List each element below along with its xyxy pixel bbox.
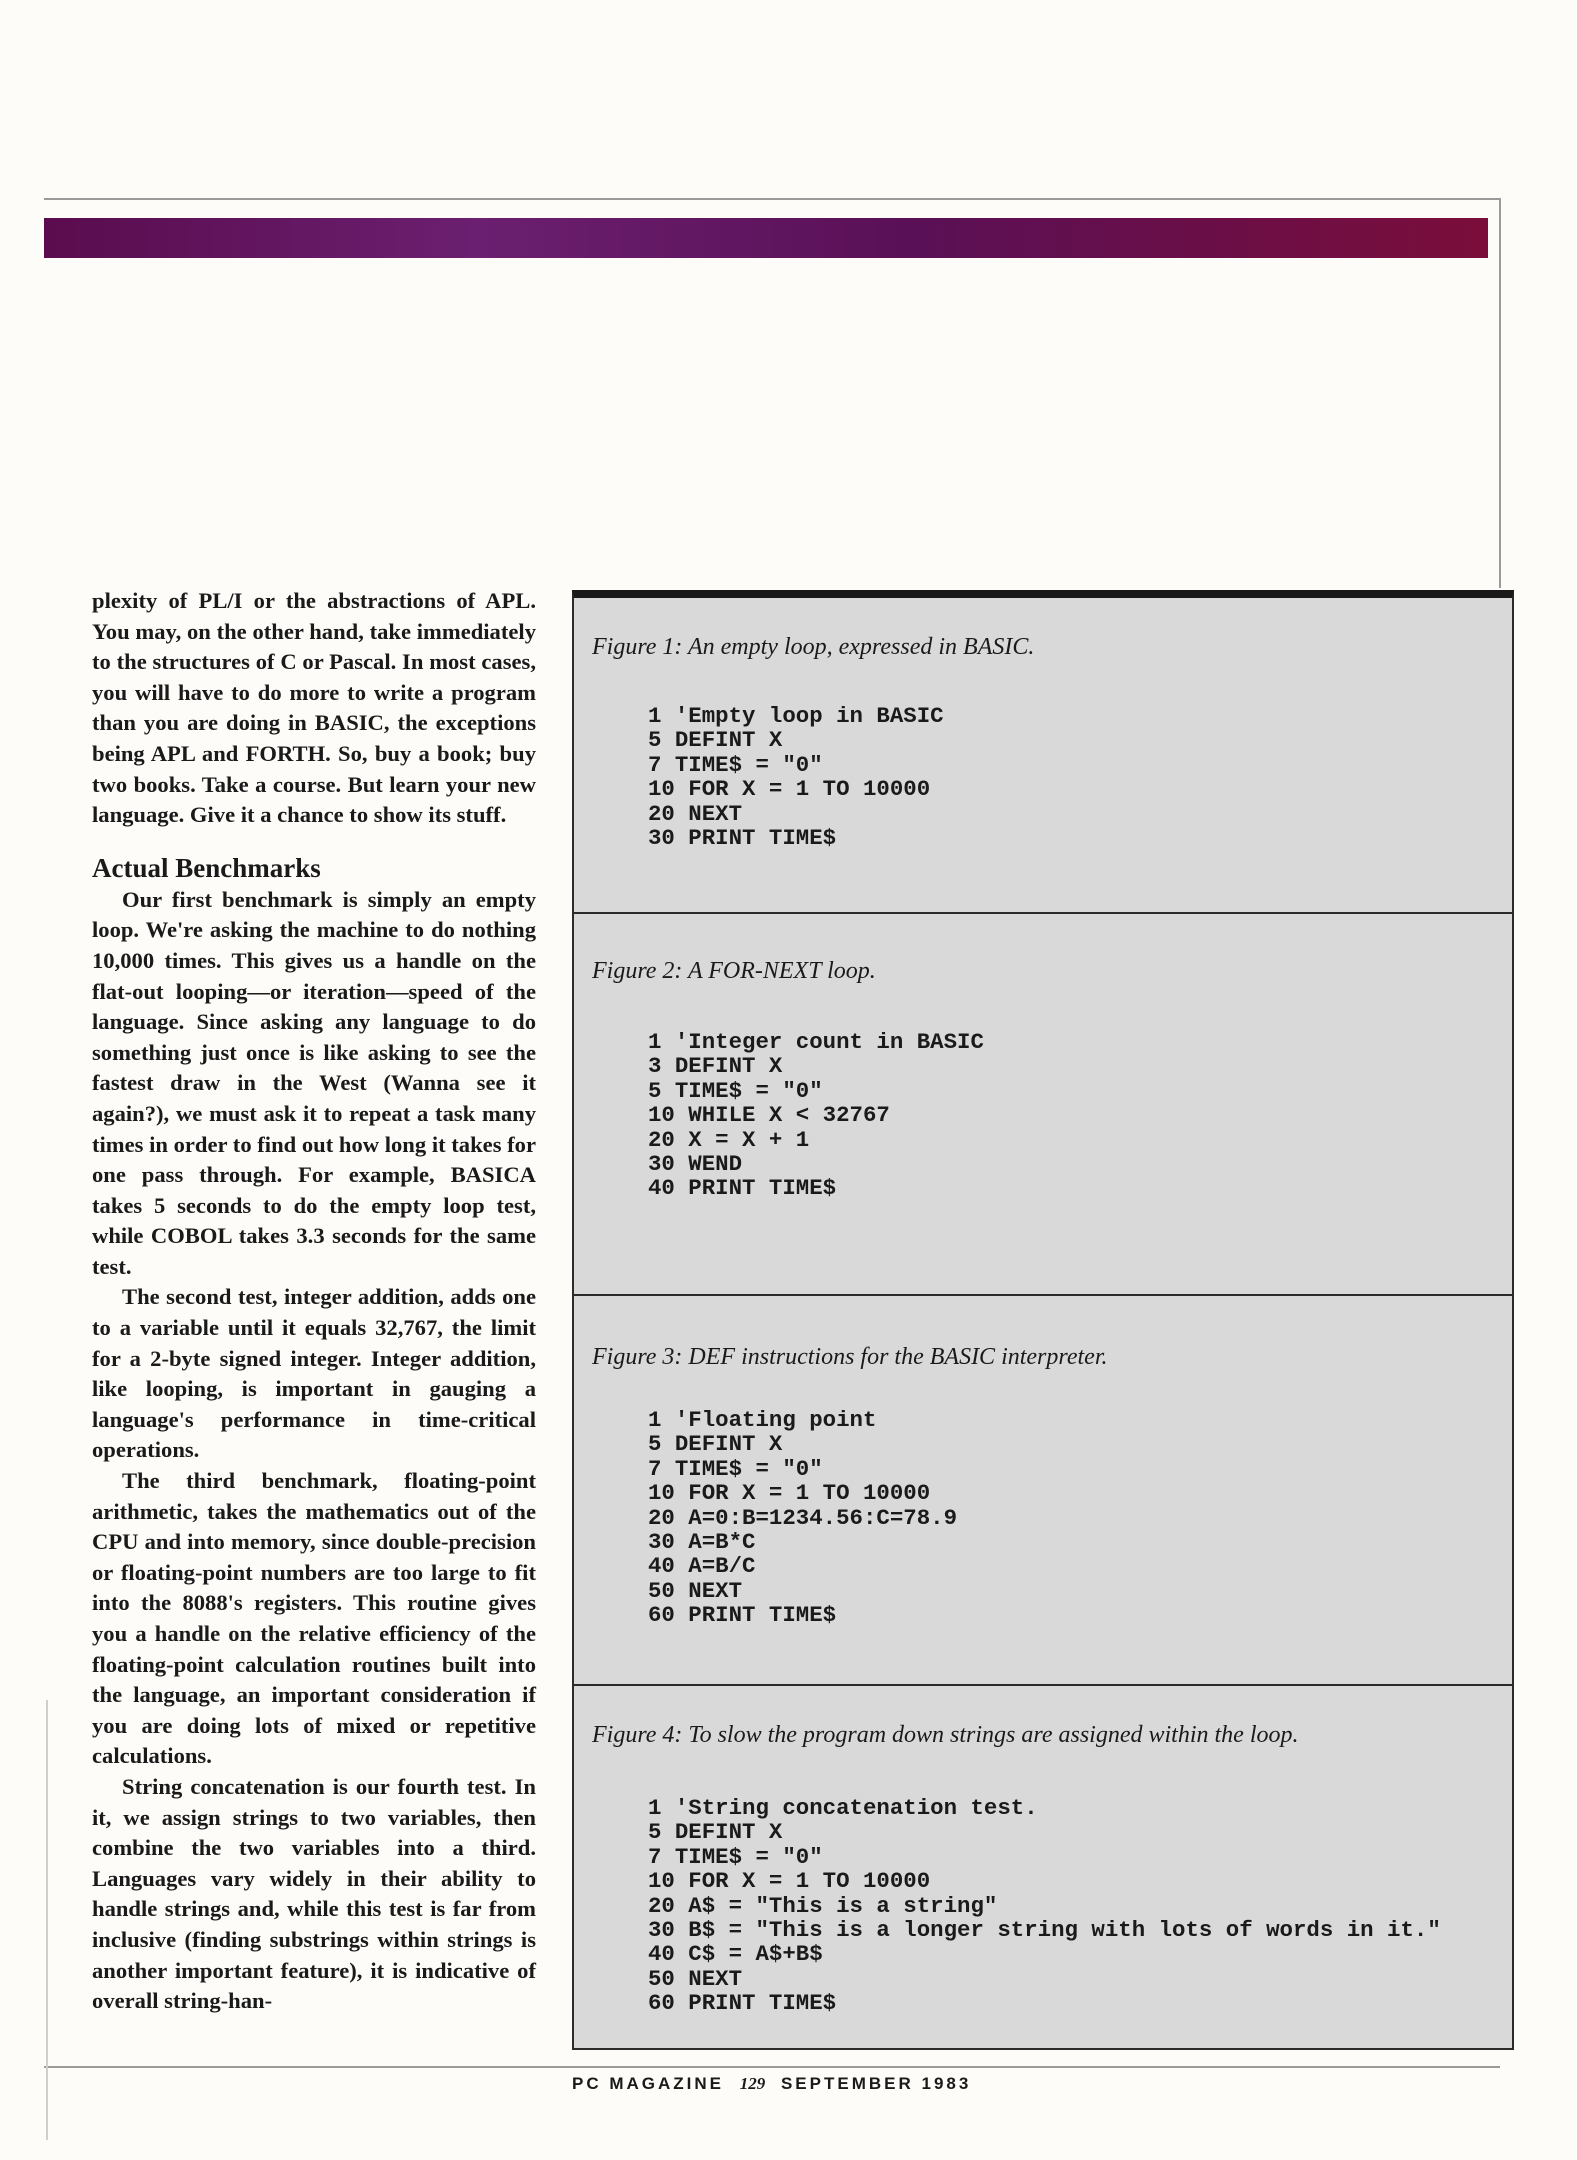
figure-4 <box>574 1686 1512 2050</box>
header-color-band <box>44 218 1488 258</box>
footer-page-number: 129 <box>739 2074 766 2093</box>
figure-1 <box>574 598 1512 914</box>
figure-caption: Figure 1: An empty loop, expressed in BASIC. <box>592 634 1035 660</box>
footer-issue: SEPTEMBER 1983 <box>780 2074 972 2093</box>
paragraph-string-concatenation: String concatenation is our fourth test. In it, we assign strings to two variables, then combine the two variables into a third. Languages vary widely in their ability to handle strings and, while this test is far from inclusive (finding substrings within strings is another important feature), it is indicative of overall string-han- <box>92 1773 536 2014</box>
figures-box <box>572 590 1514 2050</box>
figure-caption: Figure 3: DEF instructions for the BASIC interpreter. <box>592 1344 1108 1370</box>
section-heading: Actual Benchmarks <box>92 852 321 883</box>
top-rule <box>44 198 1500 200</box>
figure-2 <box>574 914 1512 1296</box>
figure-code: 1 'Integer count in BASIC 3 DEFINT X 5 TIME$ = "0" 10 WHILE X < 32767 20 X = X + 1 30 WEND 40 PRINT TIME$ <box>648 1029 984 1202</box>
page-footer <box>572 2074 971 2094</box>
paragraph-floating-point: The third benchmark, floating-point arithmetic, takes the mathematics out of the CPU and into memory, since double-precision or floating-point numbers are too large to fit into the 8088's registers. This routine gives you a handle on the relative efficiency of the floating-point calculation routines built into the language, an important consideration if you are doing lots of mixed or repetitive calculations. <box>92 1468 536 1769</box>
lead-paragraph: plexity of PL/I or the abstractions of APL. You may, on the other hand, take immediately to the structures of C or Pascal. In most cases, you will have to do more to write a program than you are doing in BASIC, the exceptions being APL and FORTH. So, buy a book; buy two books. Take a course. But learn your new language. Give it a chance to show its stuff. <box>92 588 536 828</box>
margin-mark <box>46 1700 48 2140</box>
figure-code: 1 'String concatenation test. 5 DEFINT X 7 TIME$ = "0" 10 FOR X = 1 TO 10000 20 A$ = "This is a string" 30 B$ = "This is a longer string with lots of words in it." 40 C$ = A$+B$ 50 NEXT 60 PRINT TIME$ <box>648 1795 1441 2017</box>
right-rule <box>1499 198 1501 588</box>
figure-caption: Figure 4: To slow the program down strings are assigned within the loop. <box>592 1722 1299 1748</box>
figure-code: 1 'Empty loop in BASIC 5 DEFINT X 7 TIME$ = "0" 10 FOR X = 1 TO 10000 20 NEXT 30 PRINT TIME$ <box>648 703 944 852</box>
footer-magazine: PC MAGAZINE <box>572 2074 724 2093</box>
paragraph-empty-loop: Our first benchmark is simply an empty loop. We're asking the machine to do nothing 10,000 times. This gives us a handle on the flat-out looping—or iteration—speed of the language. Since asking any language to do something just once is like asking to see the fastest draw in the West (Wanna see it again?), we must ask it to repeat a task many times in order to find out how long it takes for one pass through. For example, BASICA takes 5 seconds to do the empty loop test, while COBOL takes 3.3 seconds for the same test. <box>92 886 536 1279</box>
figure-3 <box>574 1296 1512 1686</box>
article-column <box>92 586 536 2017</box>
figure-caption: Figure 2: A FOR-NEXT loop. <box>592 958 876 984</box>
paragraph-integer-addition: The second test, integer addition, adds one to a variable until it equals 32,767, the limit for a 2-byte signed integer. Integer addition, like looping, is important in gauging a language's performance in time-critical operations. <box>92 1284 536 1463</box>
footer-rule <box>44 2066 1500 2068</box>
figure-code: 1 'Floating point 5 DEFINT X 7 TIME$ = "0" 10 FOR X = 1 TO 10000 20 A=0:B=1234.56:C=78.9 30 A=B*C 40 A=B/C 50 NEXT 60 PRINT TIME$ <box>648 1407 958 1629</box>
